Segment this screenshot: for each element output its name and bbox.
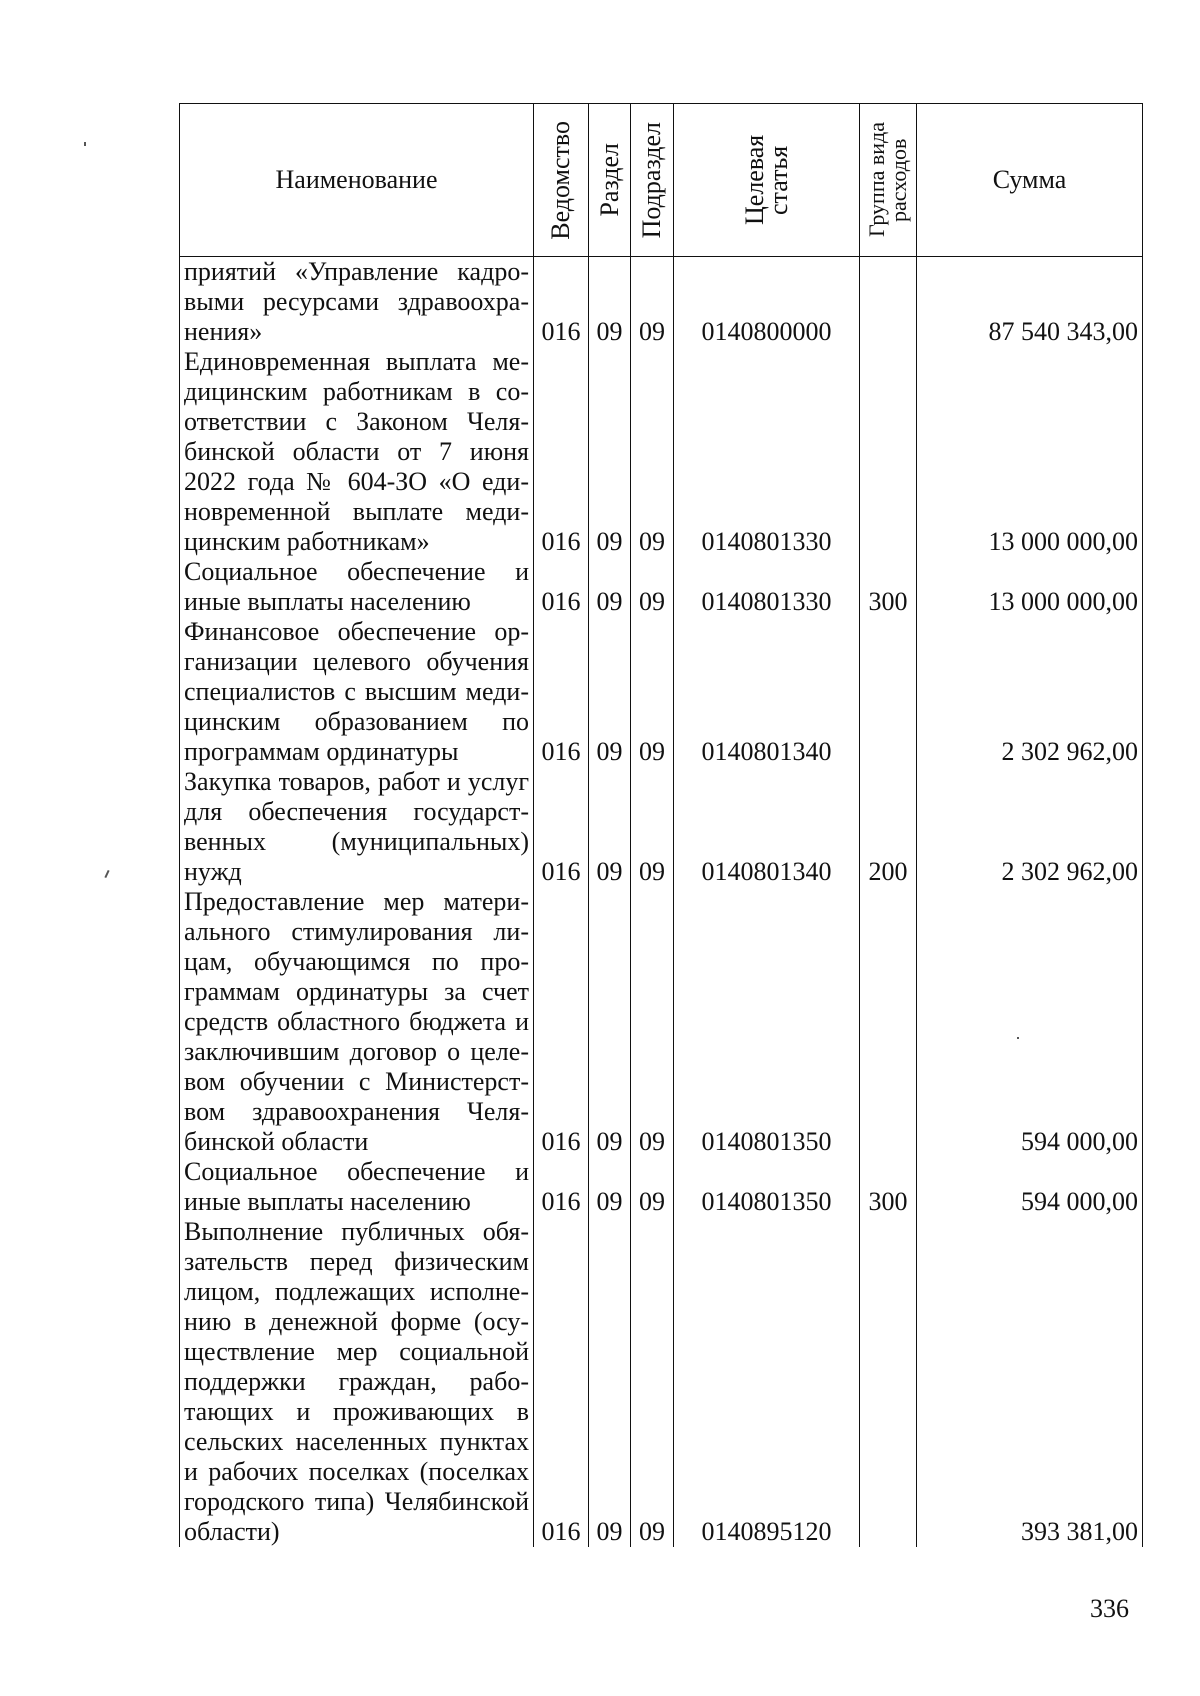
row-department: 016 [534,347,589,557]
table-row [180,767,1143,887]
row-amount: 2 302 962,00 [917,767,1143,887]
row-subsection: 09 [631,557,674,617]
table-body [180,257,1143,1548]
table-row [180,557,1143,617]
row-section: 09 [589,347,631,557]
row-section: 09 [589,617,631,767]
row-department: 016 [534,1157,589,1217]
row-amount: 13 000 000,00 [917,347,1143,557]
header-name-label: Наименование [275,165,438,194]
row-expense-group [860,1217,917,1547]
header-subsection-label: Подраздел [637,121,666,239]
row-department: 016 [534,1217,589,1547]
row-target-article: 0140801340 [674,617,860,767]
row-name: Социальное обеспечение и иные выплаты населению [180,1157,534,1217]
row-section: 09 [589,1217,631,1547]
row-expense-group: 200 [860,767,917,887]
row-subsection: 09 [631,617,674,767]
row-department: 016 [534,557,589,617]
row-expense-group: 300 [860,557,917,617]
scan-speck [1017,1037,1019,1039]
row-department: 016 [534,887,589,1157]
header-amount [917,104,1143,257]
row-name: Предоставление мер материального стимулирования лицам, обучающимся по программам ординатуры за счет средств областного бюджета и заключившим договор о целевом обучении с Министерством здравоохранения Челябинской области [180,887,534,1157]
row-amount: 13 000 000,00 [917,557,1143,617]
row-expense-group [860,347,917,557]
row-target-article: 0140895120 [674,1217,860,1547]
row-subsection: 09 [631,1157,674,1217]
header-name [180,104,534,257]
row-name: Выполнение публичных обязательств перед физическим лицом, подлежащих исполнению в денежной форме (осуществление мер социальной поддержки граждан, работающих и проживающих в сельских населенных пунктах и рабочих поселках (поселках городского типа) Челябинской области) [180,1217,534,1547]
row-expense-group: 300 [860,1157,917,1217]
page-number: 336 [1090,1594,1129,1623]
table-row [180,257,1143,348]
row-amount: 594 000,00 [917,1157,1143,1217]
table-row [180,1157,1143,1217]
scan-speck [84,142,86,146]
header-section-label: Раздел [594,143,624,217]
header-expense-group-label: Группа вида расходов [864,122,911,238]
row-section: 09 [589,557,631,617]
row-subsection: 09 [631,767,674,887]
row-target-article: 0140801340 [674,767,860,887]
row-amount: 393 381,00 [917,1217,1143,1547]
row-target-article: 0140801350 [674,887,860,1157]
row-target-article: 0140801330 [674,557,860,617]
row-department: 016 [534,257,589,348]
header-department [534,104,589,257]
row-section: 09 [589,257,631,348]
row-subsection: 09 [631,347,674,557]
row-amount: 594 000,00 [917,887,1143,1157]
row-name: Финансовое обеспечение организации целевого обучения специалистов с высшим медицинским образованием по программам ординатуры [180,617,534,767]
row-section: 09 [589,767,631,887]
row-subsection: 09 [631,257,674,348]
table-header [180,104,1143,257]
row-expense-group [860,887,917,1157]
row-name: Единовременная выплата медицинским работникам в соответствии с Законом Челябинской области от 7 июня 2022 года № 604-ЗО «О единовременной выплате медицинским работникам» [180,347,534,557]
scan-speck [104,870,109,878]
header-department-label: Ведомство [546,120,575,240]
row-subsection: 09 [631,1217,674,1547]
row-name: Социальное обеспечение и иные выплаты населению [180,557,534,617]
row-name: Закупка товаров, работ и услуг для обеспечения государственных (муниципальных) нужд [180,767,534,887]
row-subsection: 09 [631,887,674,1157]
row-department: 016 [534,617,589,767]
header-section [589,104,631,257]
header-target-article-label: Целевая статья [739,134,793,226]
header-subsection [631,104,674,257]
row-amount: 87 540 343,00 [917,257,1143,348]
row-section: 09 [589,1157,631,1217]
row-amount: 2 302 962,00 [917,617,1143,767]
row-name: приятий «Управление кадровыми ресурсами здравоохранения» [180,257,534,348]
table-row [180,1217,1143,1547]
row-target-article: 0140801330 [674,347,860,557]
header-amount-label: Сумма [992,165,1067,194]
table-row [180,887,1143,1157]
row-target-article: 0140801350 [674,1157,860,1217]
row-department: 016 [534,767,589,887]
row-expense-group [860,617,917,767]
table-row [180,617,1143,767]
table-row [180,347,1143,557]
row-expense-group [860,257,917,348]
budget-table [179,103,1143,1547]
row-target-article: 0140800000 [674,257,860,348]
header-expense-group [860,104,917,257]
row-section: 09 [589,887,631,1157]
header-target-article [674,104,860,257]
